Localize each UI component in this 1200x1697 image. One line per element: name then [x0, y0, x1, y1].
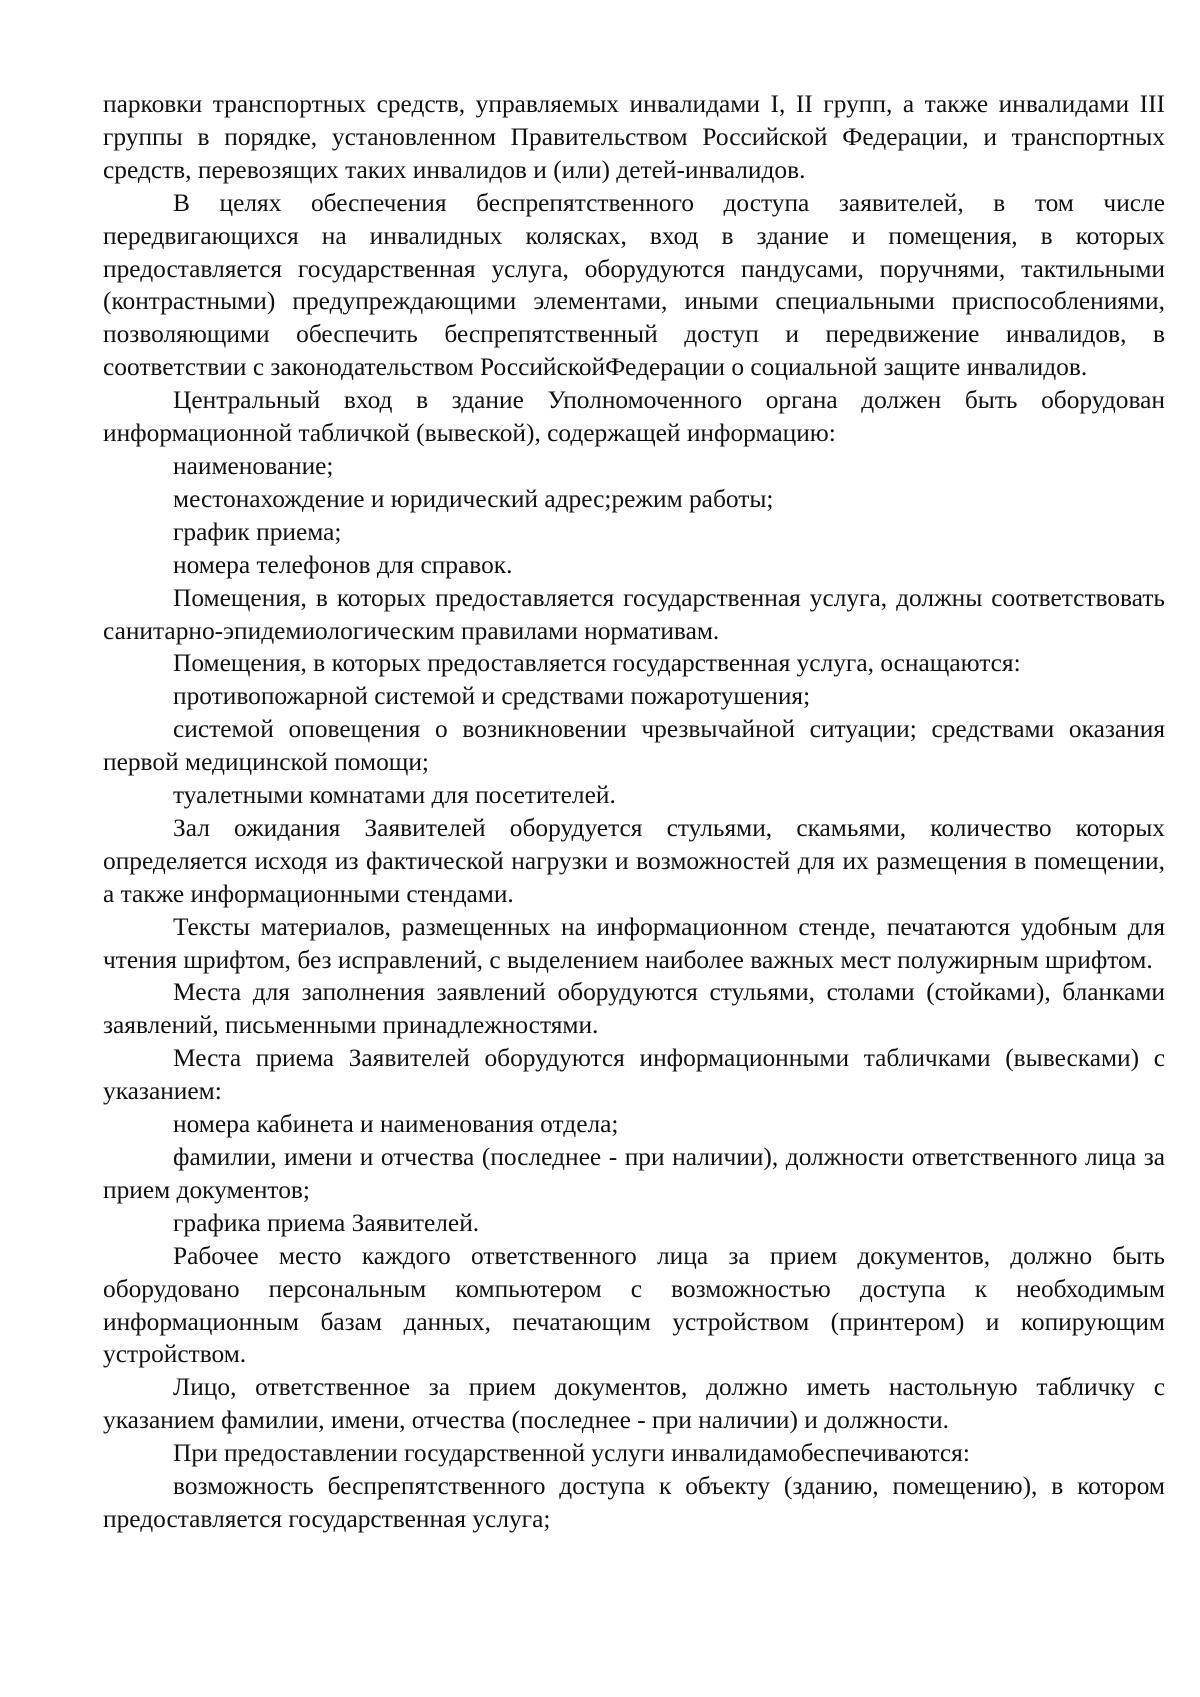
- list-item-reception-schedule: графика приема Заявителей.: [173, 1208, 480, 1237]
- paragraph-12: При предоставлении государственной услуги инвалидамобеспечиваются:: [173, 1439, 970, 1468]
- paragraph-5: Помещения, в которых предоставляется государственная услуга, оснащаются:: [173, 649, 1021, 678]
- list-item-name: наименование;: [173, 451, 334, 480]
- paragraph-7: Тексты материалов, размещенных на информационном стенде, печатаются удобным для чтения шрифтом, без исправлений, с выделением наиболее важных мест полужирным шрифтом.: [103, 912, 1165, 974]
- paragraph-9: Места приема Заявителей оборудуются информационными табличками (вывесками) с указанием:: [103, 1044, 1165, 1106]
- paragraph-3: Центральный вход в здание Уполномоченного органа должен быть оборудован информационной табличкой (вывеской), содержащей информацию:: [103, 386, 1165, 448]
- paragraph-1: парковки транспортных средств, управляемых инвалидами I, II групп, а также инвалидами III группы в порядке, установленном Правительством Российской Федерации, и транспортных средств, перевозящих таких инвалидов и (или) детей-инвалидов.: [103, 90, 1165, 184]
- paragraph-6: Зал ожидания Заявителей оборудуется стульями, скамьями, количество которых определяется исходя из фактической нагрузки и возможностей для их размещения в помещении, а также информационными стендами.: [103, 813, 1165, 908]
- paragraph-10: Рабочее место каждого ответственного лица за прием документов, должно быть оборудовано персональным компьютером с возможностью доступа к необходимым информационным базам данных, печатающим устройством (принтером) и копирующим устройством.: [103, 1241, 1165, 1369]
- list-item-schedule: график приема;: [173, 517, 342, 546]
- list-item-fire-system: противопожарной системой и средствами пожаротушения;: [173, 682, 811, 711]
- paragraph-11: Лицо, ответственное за прием документов, должно иметь настольную табличку с указанием фамилии, имени, отчества (последнее - при наличии) и должности.: [103, 1373, 1165, 1435]
- paragraph-2: В целях обеспечения беспрепятственного доступа заявителей, в том числе передвигающихся на инвалидных колясках, вход в здание и помещения, в которых предоставляется государственная услуга, оборудуются пандусами, поручнями, тактильными (контрастными) предупреждающими элементами, иными специальными приспособлениями, позволяющими обеспечить беспрепятственный доступ и передвижение инвалидов, в соответствии с законодательством РоссийскойФедерации о социальной защите инвалидов.: [103, 188, 1165, 382]
- paragraph-13: возможность беспрепятственного доступа к объекту (зданию, помещению), в котором предоставляется государственная услуга;: [103, 1472, 1165, 1533]
- list-item-phones: номера телефонов для справок.: [173, 550, 513, 579]
- list-item-alert-system: системой оповещения о возникновении чрезвычайной ситуации; средствами оказания первой медицинской помощи;: [103, 715, 1165, 777]
- list-item-responsible-person: фамилии, имени и отчества (последнее - при наличии), должности ответственного лица за прием документов;: [103, 1143, 1165, 1204]
- list-item-cabinet: номера кабинета и наименования отдела;: [173, 1110, 619, 1139]
- paragraph-4: Помещения, в которых предоставляется государственная услуга, должны соответствовать санитарно-эпидемиологическим правилами нормативам.: [103, 583, 1165, 645]
- list-item-location: местонахождение и юридический адрес;режим работы;: [173, 484, 774, 513]
- list-item-toilets: туалетными комнатами для посетителей.: [173, 781, 616, 810]
- paragraph-8: Места для заполнения заявлений оборудуются стульями, столами (стойками), бланками заявлений, письменными принадлежностями.: [103, 978, 1165, 1040]
- document-page: [103, 88, 1165, 1536]
